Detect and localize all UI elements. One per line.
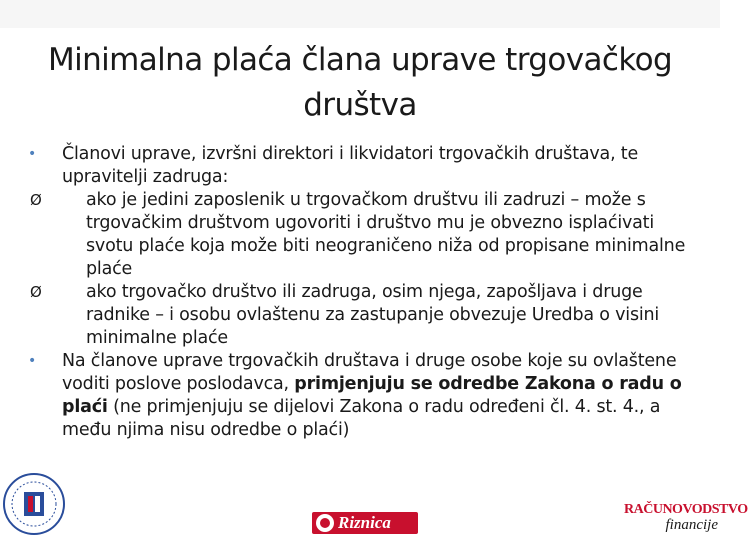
- institution-seal-logo: [2, 472, 66, 536]
- logo-line-2: financije: [665, 517, 718, 533]
- sub-bullet-text: ako trgovačko društvo ili zadruga, osim njega, zapošljava i druge radnike – i osobu ovlaštenu za zastupanje obvezuje Uredba o visini minimalne plaće: [86, 282, 660, 348]
- bullet-dot-icon: •: [28, 146, 37, 162]
- racunovodstvo-financije-logo: [624, 502, 748, 538]
- slide-title: Minimalna plaća člana uprave trgovačkog društva: [47, 42, 673, 123]
- bullet-item: [28, 143, 688, 189]
- slide-body: [28, 143, 688, 442]
- logo-line-1: RAČUNOVODSTVO: [624, 502, 748, 517]
- riznica-logo: [312, 512, 418, 534]
- arrow-bullet-icon: Ø: [30, 283, 42, 301]
- arrow-bullet-icon: Ø: [30, 191, 42, 209]
- sub-bullet-text: ako je jedini zaposlenik u trgovačkom društvu ili zadruzi – može s trgovačkim društvom ugovoriti i društvo mu je obvezno isplaćivati svotu plaće koja može biti neograničeno niža od propisane minimalne plaće: [86, 190, 686, 279]
- footer-logos: [0, 470, 748, 540]
- riznica-seal-icon: [316, 514, 334, 532]
- bullet-text-part1: Na članove uprave trgovačkih društava i druge osobe koje su ovlaštene voditi poslove poslodavca,: [62, 351, 677, 394]
- sub-bullet-item: [28, 281, 688, 350]
- bullet-item: [28, 350, 688, 442]
- bullet-text-emphasis: primjenjuju se odredbe Zakona o radu o plaći: [62, 374, 682, 417]
- riznica-logo-text: Riznica: [338, 513, 391, 532]
- slide-top-band: [0, 0, 720, 28]
- bullet-dot-icon: •: [28, 353, 37, 369]
- bullet-text: Članovi uprave, izvršni direktori i likvidatori trgovačkih društava, te upravitelji zadruga:: [62, 144, 639, 187]
- bullet-text-part3: (ne primjenjuju se dijelovi Zakona o radu određeni čl. 4. st. 4., a među njima nisu odredbe o plaći): [62, 397, 661, 440]
- sub-bullet-item: [28, 189, 688, 281]
